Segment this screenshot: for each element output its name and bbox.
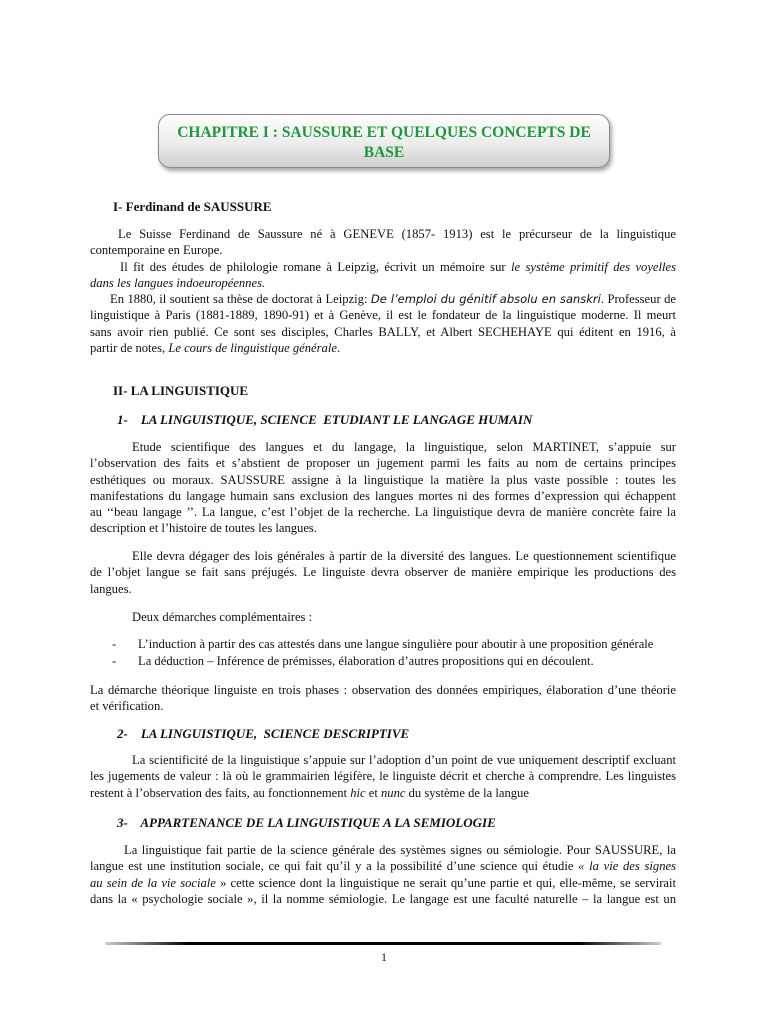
chapter-title-line1: CHAPITRE I : SAUSSURE ET QUELQUES CONCEPTS DE (177, 124, 591, 141)
chapter-title-line2: BASE (363, 144, 405, 161)
text-line (90, 291, 676, 307)
text-span: hic (350, 785, 366, 800)
text-line: linguistique à Paris (1881-1889, 1890-91) et à Genève, il est le fondateur de la linguistique moderne. Il meurt (90, 308, 676, 323)
paragraph-deux-demarches: Deux démarches complémentaires : (132, 610, 313, 624)
text-span: et (365, 785, 381, 800)
paragraph-demarche-theorique (90, 682, 676, 715)
text-line: description et l’histoire de toutes les langues. (90, 521, 317, 536)
paragraph-saussure-intro (90, 226, 676, 356)
text-span: le système primitif des voyelles (510, 259, 676, 274)
text-span: dans les langues indoeuropéennes. (90, 275, 266, 290)
bullet-dash: - (112, 654, 117, 668)
text-line: manifestations du langage humain sans exclusion des langues mortes ni des formes d’expression qui échappent (90, 488, 676, 503)
text-span: Il fit des études de philologie romane à Leipzig, écrivit un mémoire sur (120, 259, 511, 274)
text-line: Elle devra dégager des lois générales à partir de la diversité des langues. Le questionnement scientifique (132, 549, 676, 563)
bullet-dash: - (112, 637, 117, 651)
paragraph-scientificite (90, 752, 676, 801)
text-line: La scientificité de la linguistique s’appuie sur l’adoption d’un point de vue uniquement descriptif excluant (132, 753, 676, 767)
paragraph-semiologie (90, 842, 676, 907)
text-line: sans avoir rien publié. Ce sont ses disciples, Charles BALLY, et Albert SECHEHAYE qui éditent en 1916, à (90, 324, 676, 339)
text-span: . Professeur de (600, 292, 676, 307)
text-span: » cette science dont la linguistique ne serait qu’une partie et qui, elle-même, se servirait (215, 875, 676, 890)
list-item-text: La déduction – Inférence de prémisses, élaboration d’autres propositions qui en découlent. (138, 654, 594, 668)
book-title: Le cours de linguistique générale (168, 341, 337, 356)
text-line: de l’objet langue se fait sans préjugés. Le linguiste devra observer de manière empirique les productions des (90, 565, 676, 580)
text-line: et vérification. (90, 699, 164, 714)
paragraph-etude-scientifique (90, 439, 676, 537)
text-line (90, 875, 676, 891)
list-item (112, 654, 594, 669)
text-line: dans la « psychologie sociale », il la nomme sémiologie. Le langage est une faculté naturelle – la langue est un (90, 891, 676, 906)
list-item-text: L’induction à partir des cas attestés dans une langue singulière pour aboutir à une proposition générale (138, 637, 654, 651)
quote-span: « la vie des signes (578, 859, 676, 874)
text-line (90, 259, 676, 275)
chapter-title-box (158, 114, 610, 168)
thesis-title: De l’emploi du génitif absolu en sanskri (370, 292, 601, 307)
text-span: du système de la langue (405, 785, 529, 800)
text-line: La linguistique fait partie de la science générale des systèmes signes ou sémiologie. Pour SAUSSURE, la (124, 843, 676, 857)
text-span: langue est une institution sociale, ce qui fait qu’il y a la possibilité d’une science qui étudie (90, 859, 579, 874)
text-line: esthétiques ou moraux. SAUSSURE assigne à la linguistique la matière la plus vaste possible : toutes les (90, 472, 676, 487)
list-item (112, 637, 653, 652)
text-line (90, 275, 676, 291)
subsection-heading-2: 2- LA LINGUISTIQUE, SCIENCE DESCRIPTIVE (117, 726, 410, 741)
page-number: 1 (381, 950, 387, 964)
section-heading-saussure: I- Ferdinand de SAUSSURE (113, 199, 272, 214)
section-heading-linguistique: II- LA LINGUISTIQUE (113, 383, 249, 398)
text-span: nunc (380, 785, 406, 800)
text-line (90, 340, 676, 356)
text-line: contemporaine en Europe. (90, 243, 223, 258)
text-line (90, 858, 676, 874)
text-line: au ‘‘beau langage ’’. La langue, c’est l’objet de la recherche. La linguistique devra de manière concrète faire la (90, 505, 676, 520)
text-line: Etude scientifique des langues et du langage, la linguistique, selon MARTINET, s’appuie sur (132, 440, 676, 454)
text-span: restent à l’observation des faits, au fonctionnement (90, 785, 351, 800)
subsection-heading-1: 1- LA LINGUISTIQUE, SCIENCE ETUDIANT LE LANGAGE HUMAIN (117, 412, 533, 427)
paragraph-lois-generales (90, 548, 676, 597)
footer-divider (105, 942, 661, 945)
text-line: langues. (90, 581, 132, 596)
text-span: En 1880, il soutient sa thèse de doctorat à Leipzig: (110, 292, 371, 307)
text-line: l’observation des faits et s’abstient de proposer un jugement parmi les faits au nom de certains principes (90, 456, 676, 471)
text-span: . (336, 341, 341, 356)
text-line: Le Suisse Ferdinand de Saussure né à GENEVE (1857- 1913) est le précurseur de la linguistique (118, 227, 676, 241)
quote-span: au sein de la vie sociale (90, 875, 216, 890)
text-line: La démarche théorique linguiste en trois phases : observation des données empiriques, élaboration d’une théorie (90, 683, 676, 697)
text-span: partir de notes, (90, 341, 169, 356)
text-line: les jugements de valeur : là où le grammairien légifère, le linguiste décrit et cherche à comprendre. Les linguistes (90, 769, 676, 784)
text-line (90, 785, 676, 801)
subsection-heading-3: 3- APPARTENANCE DE LA LINGUISTIQUE A LA SEMIOLOGIE (117, 815, 496, 830)
